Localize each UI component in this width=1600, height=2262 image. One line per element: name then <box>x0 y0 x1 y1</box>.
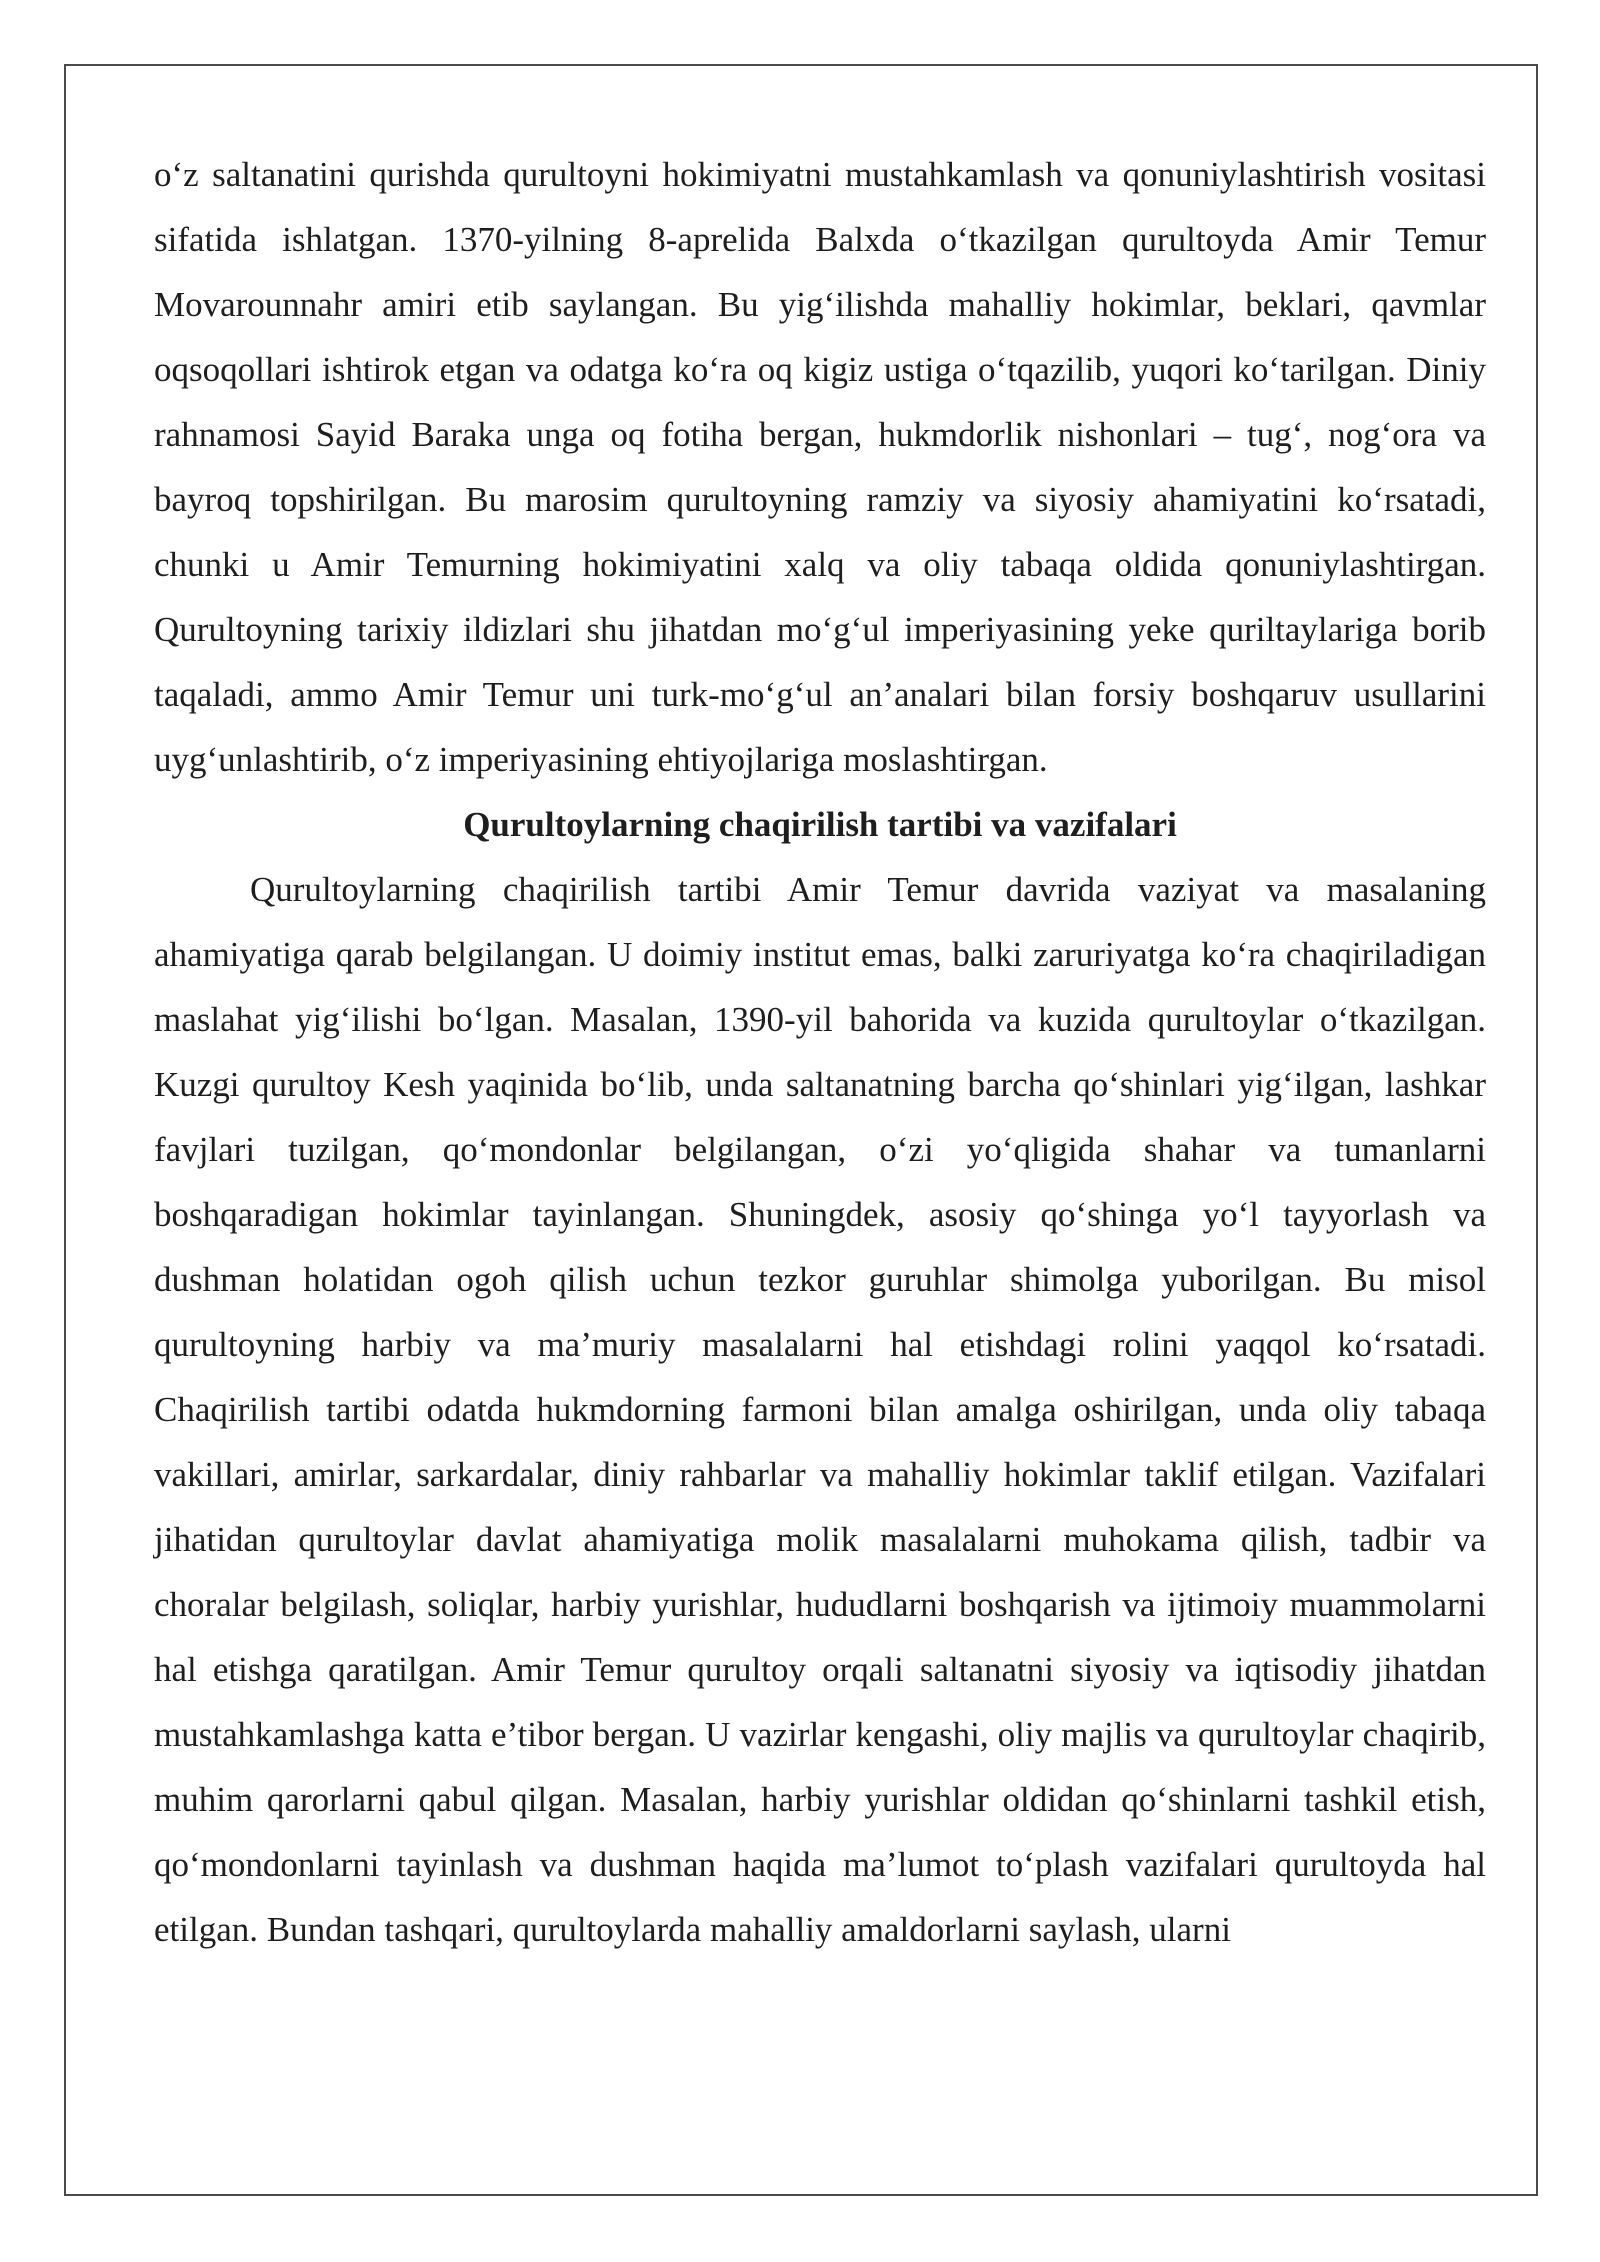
document-body <box>154 142 1486 1962</box>
paragraph-1: o‘z saltanatini qurishda qurultoyni hokimiyatni mustahkamlash va qonuniylashtirish vositasi sifatida ishlatgan. 1370-yilning 8-aprelida Balxda o‘tkazilgan qurultoyda Amir Temur Movarounnahr amiri etib saylangan. Bu yig‘ilishda mahalliy hokimlar, beklari, qavmlar oqsoqollari ishtirok etgan va odatga ko‘ra oq kigiz ustiga o‘tqazilib, yuqori ko‘tarilgan. Diniy rahnamosi Sayid Baraka unga oq fotiha bergan, hukmdorlik nishonlari – tug‘, nog‘ora va bayroq topshirilgan. Bu marosim qurultoyning ramziy va siyosiy ahamiyatini ko‘rsatadi, chunki u Amir Temurning hokimiyatini xalq va oliy tabaqa oldida qonuniylashtirgan. Qurultoyning tarixiy ildizlari shu jihatdan mo‘g‘ul imperiyasining yeke quriltaylariga borib taqaladi, ammo Amir Temur uni turk-mo‘g‘ul an’analari bilan forsiy boshqaruv usullarini uyg‘unlashtirib, o‘z imperiyasining ehtiyojlariga moslashtirgan. <box>154 155 1486 779</box>
paragraph-2: Qurultoylarning chaqirilish tartibi Amir Temur davrida vaziyat va masalaning ahamiyatiga qarab belgilangan. U doimiy institut emas, balki zaruriyatga ko‘ra chaqiriladigan maslahat yig‘ilishi bo‘lgan. Masalan, 1390-yil bahorida va kuzida qurultoylar o‘tkazilgan. Kuzgi qurultoy Kesh yaqinida bo‘lib, unda saltanatning barcha qo‘shinlari yig‘ilgan, lashkar favjlari tuzilgan, qo‘mondonlar belgilangan, o‘zi yo‘qligida shahar va tumanlarni boshqaradigan hokimlar tayinlangan. Shuningdek, asosiy qo‘shinga yo‘l tayyorlash va dushman holatidan ogoh qilish uchun tezkor guruhlar shimolga yuborilgan. Bu misol qurultoyning harbiy va ma’muriy masalalarni hal etishdagi rolini yaqqol ko‘rsatadi. Chaqirilish tartibi odatda hukmdorning farmoni bilan amalga oshirilgan, unda oliy tabaqa vakillari, amirlar, sarkardalar, diniy rahbarlar va mahalliy hokimlar taklif etilgan. Vazifalari jihatidan qurultoylar davlat ahamiyatiga molik masalalarni muhokama qilish, tadbir va choralar belgilash, soliqlar, harbiy yurishlar, hududlarni boshqarish va ijtimoiy muammolarni hal etishga qaratilgan. Amir Temur qurultoy orqali saltanatni siyosiy va iqtisodiy jihatdan mustahkamlashga katta e’tibor bergan. U vazirlar kengashi, oliy majlis va qurultoylar chaqirib, muhim qarorlarni qabul qilgan. Masalan, harbiy yurishlar oldidan qo‘shinlarni tashkil etish, qo‘mondonlarni tayinlash va dushman haqida ma’lumot to‘plash vazifalari qurultoyda hal etilgan. Bundan tashqari, qurultoylarda mahalliy amaldorlarni saylash, ularni <box>154 870 1486 1949</box>
section-heading: Qurultoylarning chaqirilish tartibi va vazifalari <box>463 805 1177 844</box>
